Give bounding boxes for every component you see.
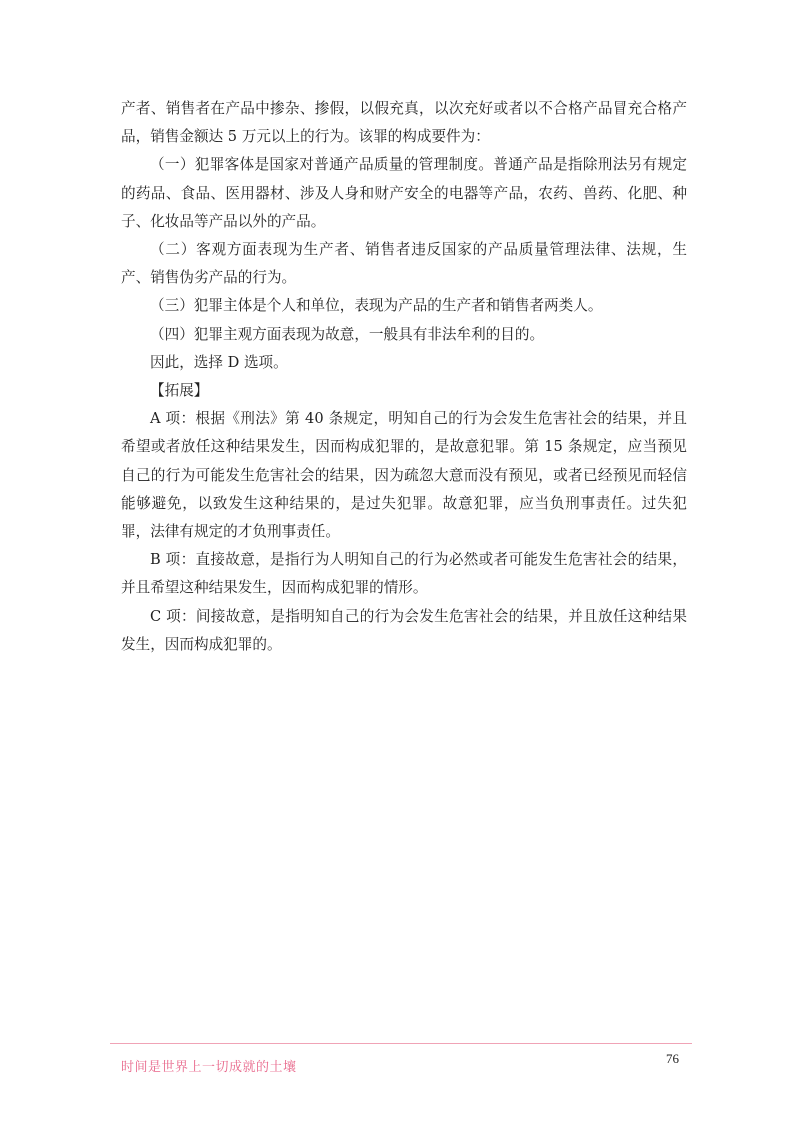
paragraph-option-a: A 项：根据《刑法》第 40 条规定，明知自己的行为会发生危害社会的结果，并且希望或者放任这种结果发生，因而构成犯罪的，是故意犯罪。第 15 条规定，应当预见自己的行为可能发生危害社会的结果，因为疏忽大意而没有预见，或者已经预见而轻信能够避免，以致发生这种结果的，是过失犯罪。故意犯罪，应当负刑事责任。过失犯罪，法律有规定的才负刑事责任。 bbox=[121, 410, 687, 541]
footer-divider bbox=[110, 1043, 692, 1044]
paragraph-element-3: （三）犯罪主体是个人和单位，表现为产品的生产者和销售者两类人。 bbox=[150, 297, 603, 315]
paragraph-continuation: 产者、销售者在产品中掺杂、掺假，以假充真，以次充好或者以不合格产品冒充合格产品，销售金额达 5 万元以上的行为。该罪的构成要件为： bbox=[121, 100, 687, 146]
section-heading-extension: 【拓展】 bbox=[150, 382, 209, 400]
paragraph-element-1: （一）犯罪客体是国家对普通产品质量的管理制度。普通产品是指除刑法另有规定的药品、食品、医用器材、涉及人身和财产安全的电器等产品，农药、兽药、化肥、种子、化妆品等产品以外的产品。 bbox=[121, 156, 687, 230]
footer-slogan: 时间是世界上一切成就的土壤 bbox=[121, 1060, 297, 1075]
paragraph-element-4: （四）犯罪主观方面表现为故意，一般具有非法牟利的目的。 bbox=[150, 325, 545, 343]
paragraph-option-b: B 项：直接故意，是指行为人明知自己的行为必然或者可能发生危害社会的结果，并且希望这种结果发生，因而构成犯罪的情形。 bbox=[121, 551, 687, 597]
paragraph-answer: 因此，选择 D 选项。 bbox=[150, 353, 288, 371]
page-number: 76 bbox=[666, 1051, 679, 1066]
body-text bbox=[121, 95, 687, 659]
paragraph-option-c: C 项：间接故意，是指明知自己的行为会发生危害社会的结果，并且放任这种结果发生，因而构成犯罪的。 bbox=[121, 607, 687, 653]
paragraph-element-2: （二）客观方面表现为生产者、销售者违反国家的产品质量管理法律、法规，生产、销售伪劣产品的行为。 bbox=[121, 241, 687, 287]
